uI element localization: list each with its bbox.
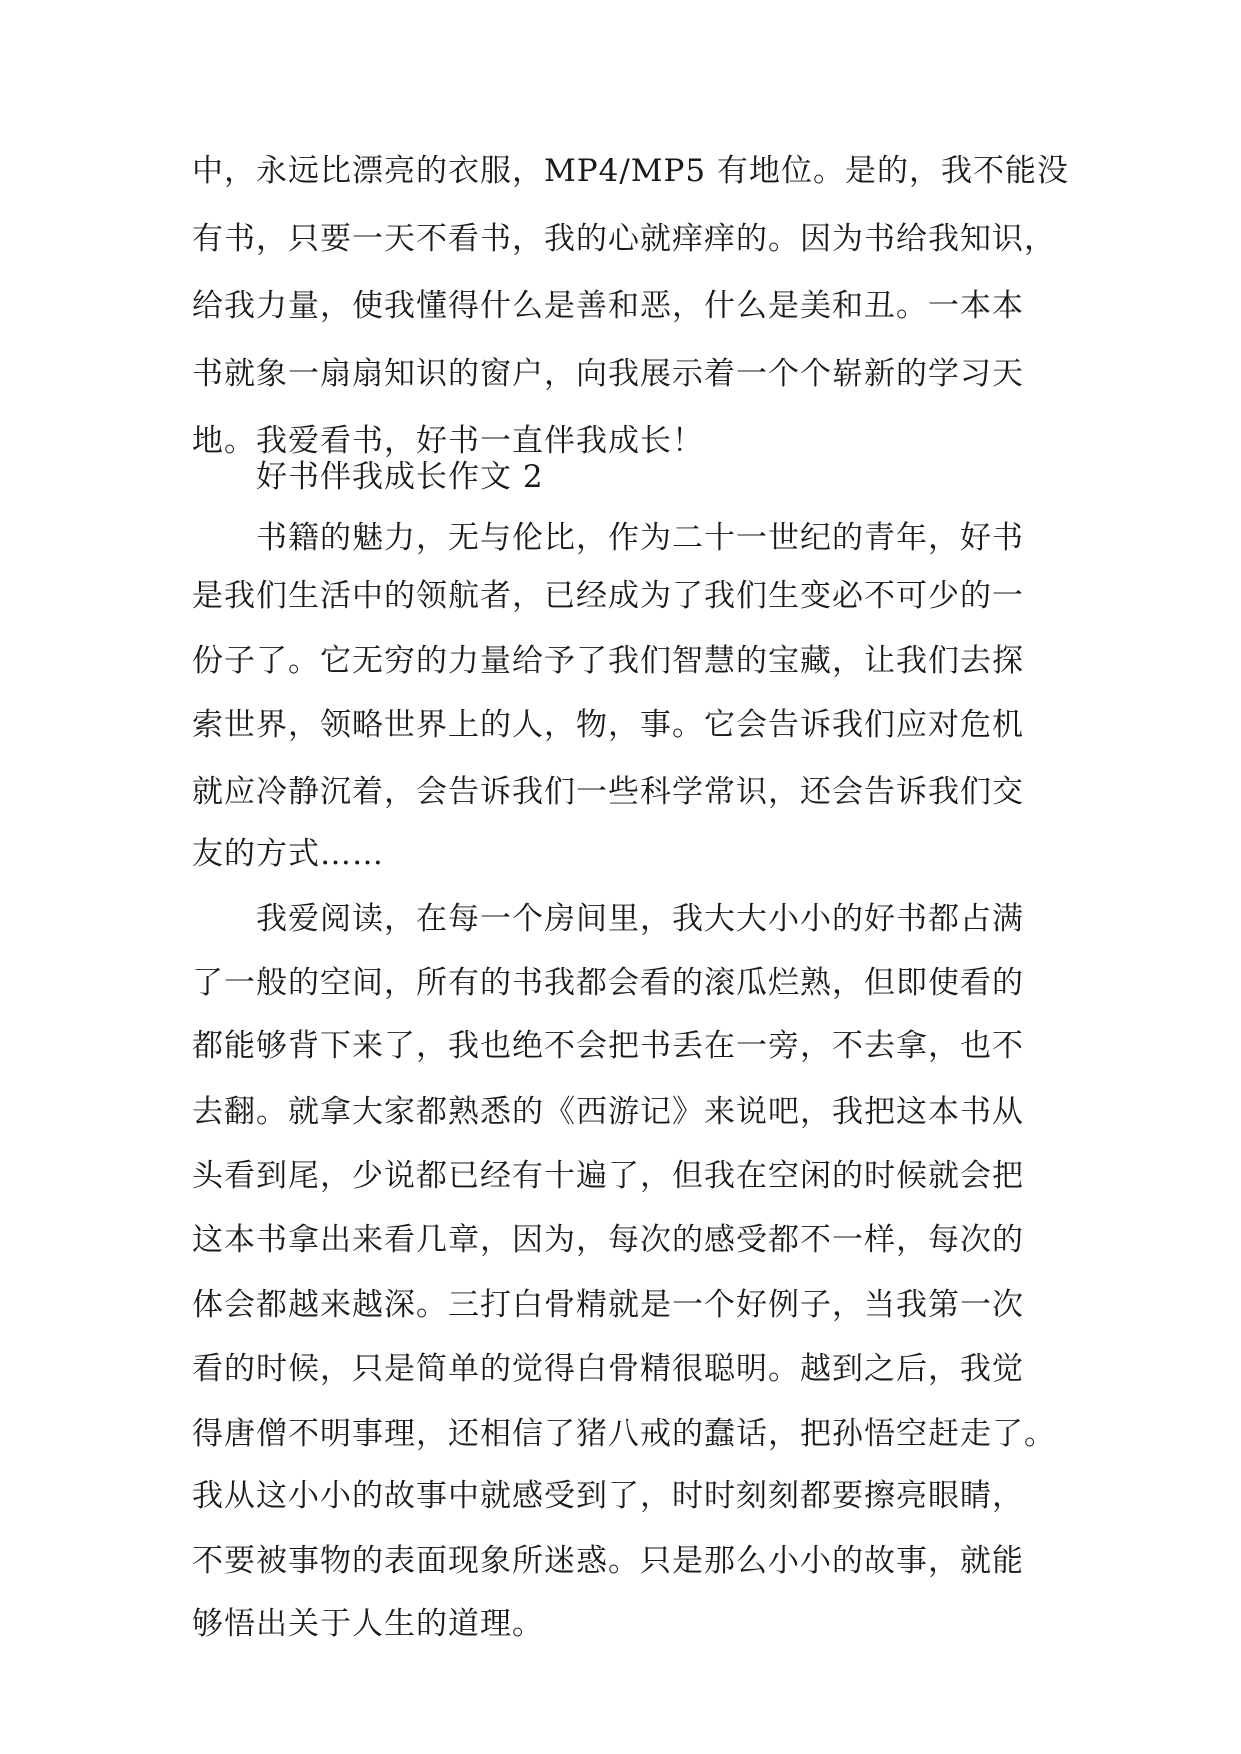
text-line: 了一般的空间，所有的书我都会看的滚瓜烂熟，但即使看的 [192, 965, 1024, 1001]
text-line: 中，永远比漂亮的衣服，MP4/MP5 有地位。是的，我不能没 [192, 153, 1069, 189]
text-line: 友的方式…… [192, 836, 384, 872]
text-line: 体会都越来越深。三打白骨精就是一个好例子，当我第一次 [192, 1287, 1024, 1323]
text-line: 索世界，领略世界上的人，物，事。它会告诉我们应对危机 [192, 707, 1024, 743]
text-line: 份子了。它无穷的力量给予了我们智慧的宝藏，让我们去探 [192, 643, 1024, 679]
text-line: 都能够背下来了，我也绝不会把书丢在一旁，不去拿，也不 [192, 1028, 1024, 1064]
text-line: 书就象一扇扇知识的窗户，向我展示着一个个崭新的学习天 [192, 356, 1024, 392]
text-line: 头看到尾，少说都已经有十遍了，但我在空闲的时候就会把 [192, 1158, 1024, 1194]
section-heading: 好书伴我成长作文 2 [256, 459, 544, 495]
text-line: 去翻。就拿大家都熟悉的《西游记》来说吧，我把这本书从 [192, 1094, 1024, 1130]
text-line: 不要被事物的表面现象所迷惑。只是那么小小的故事，就能 [192, 1543, 1024, 1579]
text-line: 我爱阅读，在每一个房间里，我大大小小的好书都占满 [256, 901, 1024, 937]
text-line: 是我们生活中的领航者，已经成为了我们生变必不可少的一 [192, 578, 1024, 614]
text-line: 看的时候，只是简单的觉得白骨精很聪明。越到之后，我觉 [192, 1351, 1024, 1387]
text-line: 书籍的魅力，无与伦比，作为二十一世纪的青年，好书 [256, 520, 1024, 556]
text-line: 给我力量，使我懂得什么是善和恶，什么是美和丑。一本本 [192, 288, 1024, 324]
text-line: 得唐僧不明事理，还相信了猪八戒的蠢话，把孙悟空赶走了。 [192, 1416, 1056, 1452]
text-line: 有书，只要一天不看书，我的心就痒痒的。因为书给我知识， [192, 221, 1056, 257]
text-line: 够悟出关于人生的道理。 [192, 1606, 544, 1642]
text-line: 这本书拿出来看几章，因为，每次的感受都不一样，每次的 [192, 1222, 1024, 1258]
text-line: 我从这小小的故事中就感受到了，时时刻刻都要擦亮眼睛， [192, 1478, 1024, 1514]
text-line: 地。我爱看书，好书一直伴我成长！ [192, 423, 704, 459]
text-line: 就应冷静沉着，会告诉我们一些科学常识，还会告诉我们交 [192, 774, 1024, 810]
